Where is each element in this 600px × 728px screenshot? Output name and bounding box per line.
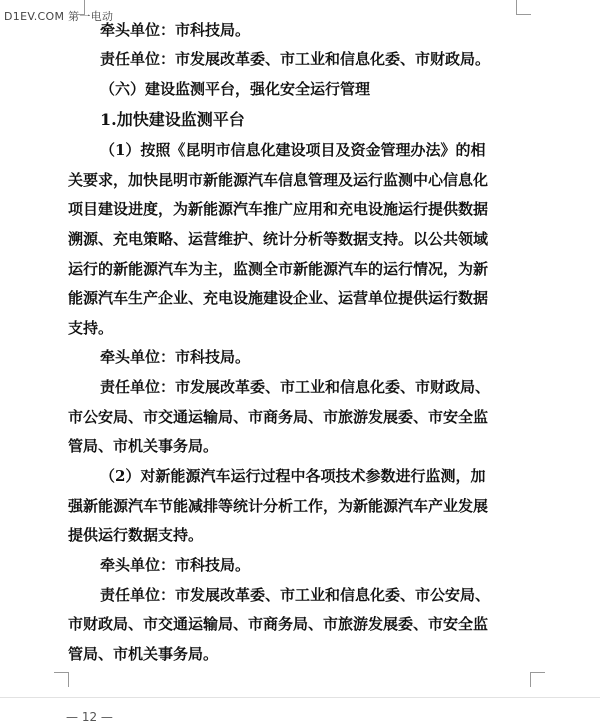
page-corner-mark bbox=[54, 672, 69, 687]
page-corner-mark bbox=[516, 0, 531, 15]
page-corner-mark bbox=[530, 672, 545, 687]
paragraph-line: 项目建设进度，为新能源汽车推广应用和充电设施运行提供数据 bbox=[68, 200, 489, 218]
responsible-unit-line: 责任单位：市发展改革委、市工业和信息化委、市公安局、 bbox=[100, 586, 491, 604]
paragraph-line: 提供运行数据支持。 bbox=[68, 526, 204, 544]
site-watermark: D1EV.COM 第一电动 bbox=[4, 10, 114, 23]
page-separator bbox=[0, 697, 600, 698]
paragraph-line: 市公安局、市交通运输局、市商务局、市旅游发展委、市安全监 bbox=[68, 408, 489, 426]
paragraph-line: 溯源、充电策略、运营维护、统计分析等数据支持。以公共领域 bbox=[68, 230, 489, 248]
responsible-unit-line: 责任单位：市发展改革委、市工业和信息化委、市财政局、 bbox=[100, 378, 491, 396]
page-corner-mark bbox=[70, 0, 85, 15]
page-number: — 12 — bbox=[66, 710, 113, 724]
paragraph-line: 关要求，加快昆明市新能源汽车信息管理及运行监测中心信息化 bbox=[68, 171, 489, 189]
paragraph-line: 管局、市机关事务局。 bbox=[68, 645, 219, 663]
paragraph-line: （2）对新能源汽车运行过程中各项技术参数进行监测，加 bbox=[100, 467, 486, 485]
lead-unit-line: 牵头单位：市科技局。 bbox=[100, 21, 251, 39]
paragraph-line: 强新能源汽车节能减排等统计分析工作，为新能源汽车产业发展 bbox=[68, 497, 489, 515]
lead-unit-line: 牵头单位：市科技局。 bbox=[100, 556, 251, 574]
paragraph-line: 能源汽车生产企业、充电设施建设企业、运营单位提供运行数据 bbox=[68, 289, 489, 307]
paragraph-line: 运行的新能源汽车为主，监测全市新能源汽车的运行情况，为新 bbox=[68, 260, 489, 278]
paragraph-line: 市财政局、市交通运输局、市商务局、市旅游发展委、市安全监 bbox=[68, 615, 489, 633]
lead-unit-line: 牵头单位：市科技局。 bbox=[100, 348, 251, 366]
section-heading: （六）建设监测平台，强化安全运行管理 bbox=[100, 80, 371, 98]
paragraph-line: 支持。 bbox=[68, 319, 114, 337]
paragraph-line: 管局、市机关事务局。 bbox=[68, 437, 219, 455]
responsible-unit-line: 责任单位：市发展改革委、市工业和信息化委、市财政局。 bbox=[100, 50, 491, 68]
subsection-heading: 1.加快建设监测平台 bbox=[100, 110, 245, 129]
paragraph-line: （1）按照《昆明市信息化建设项目及资金管理办法》的相 bbox=[100, 141, 486, 159]
